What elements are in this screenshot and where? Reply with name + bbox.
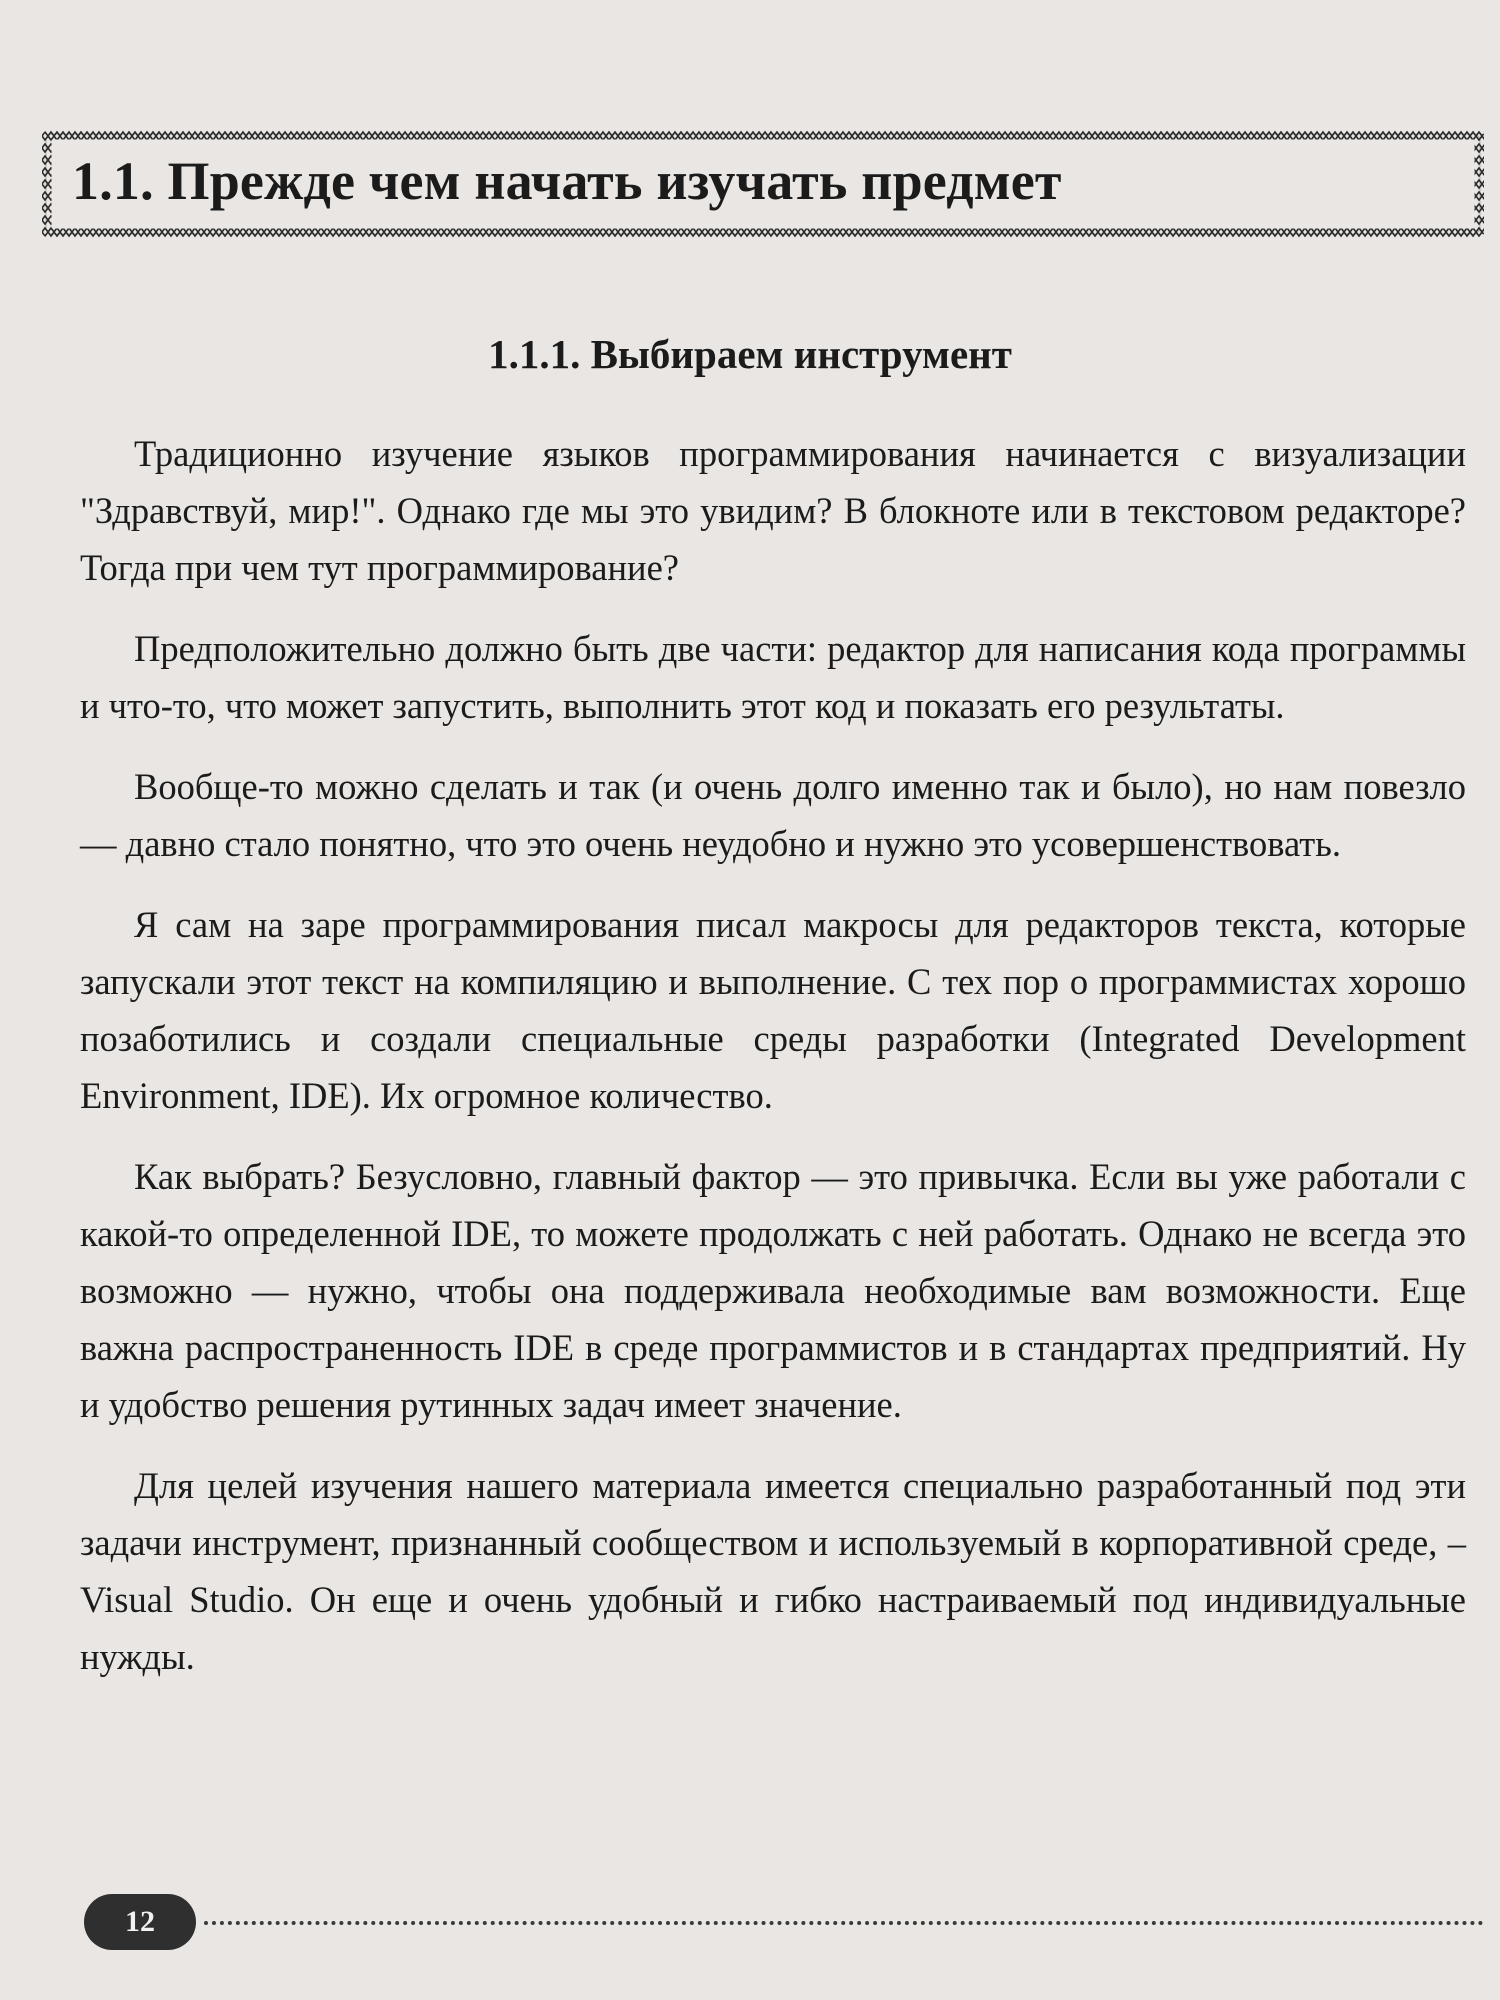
paragraph: Традиционно изучение языков программирования начинается с визуализации "Здравствуй, мир!". Однако где мы это увидим? В блокноте или в текстовом редакторе? Тогда при чем тут программирование? bbox=[80, 433, 1466, 588]
subsection-title: 1.1.1. Выбираем инструмент bbox=[488, 331, 1012, 377]
paragraph: Предположительно должно быть две части: редактор для написания кода программы и что-то, что может запустить, выполнить этот код и показать его результаты. bbox=[80, 628, 1466, 726]
page-number-badge: 12 bbox=[84, 1894, 196, 1950]
dotted-footer-rule bbox=[204, 1921, 1484, 1925]
paragraph: Для целей изучения нашего материала имеется специально разработанный под эти задачи инструмент, признанный сообществом и используемый в корпоративной среде, – Visual Studio. Он еще и очень удобный и гибко настраиваемый под индивидуальные нужды. bbox=[80, 1465, 1466, 1677]
paragraph: Вообще-то можно сделать и так (и очень долго именно так и было), но нам повезло — давно стало понятно, что это очень неудобно и нужно это усовершенствовать. bbox=[80, 766, 1466, 864]
body-text bbox=[80, 425, 1466, 1709]
paragraph: Как выбрать? Безусловно, главный фактор — это привычка. Если вы уже работали с какой-то определенной IDE, то можете продолжать с ней работать. Однако не всегда это возможно — нужно, чтобы она поддерживала необходимые вам возможности. Еще важна распространенность IDE в среде программистов и в стандартах предприятий. Ну и удобство решения рутинных задач имеет значение. bbox=[80, 1156, 1466, 1425]
page-footer bbox=[84, 1894, 1484, 1950]
section-title-frame bbox=[42, 130, 1484, 238]
section-title: 1.1. Прежде чем начать изучать предмет bbox=[72, 151, 1062, 211]
paragraph: Я сам на заре программирования писал макросы для редакторов текста, которые запускали этот текст на компиляцию и выполнение. С тех пор о программистах хорошо позаботились и создали специальные среды разработки (Integrated Development Environment, IDE). Их огромное количество. bbox=[80, 904, 1466, 1116]
